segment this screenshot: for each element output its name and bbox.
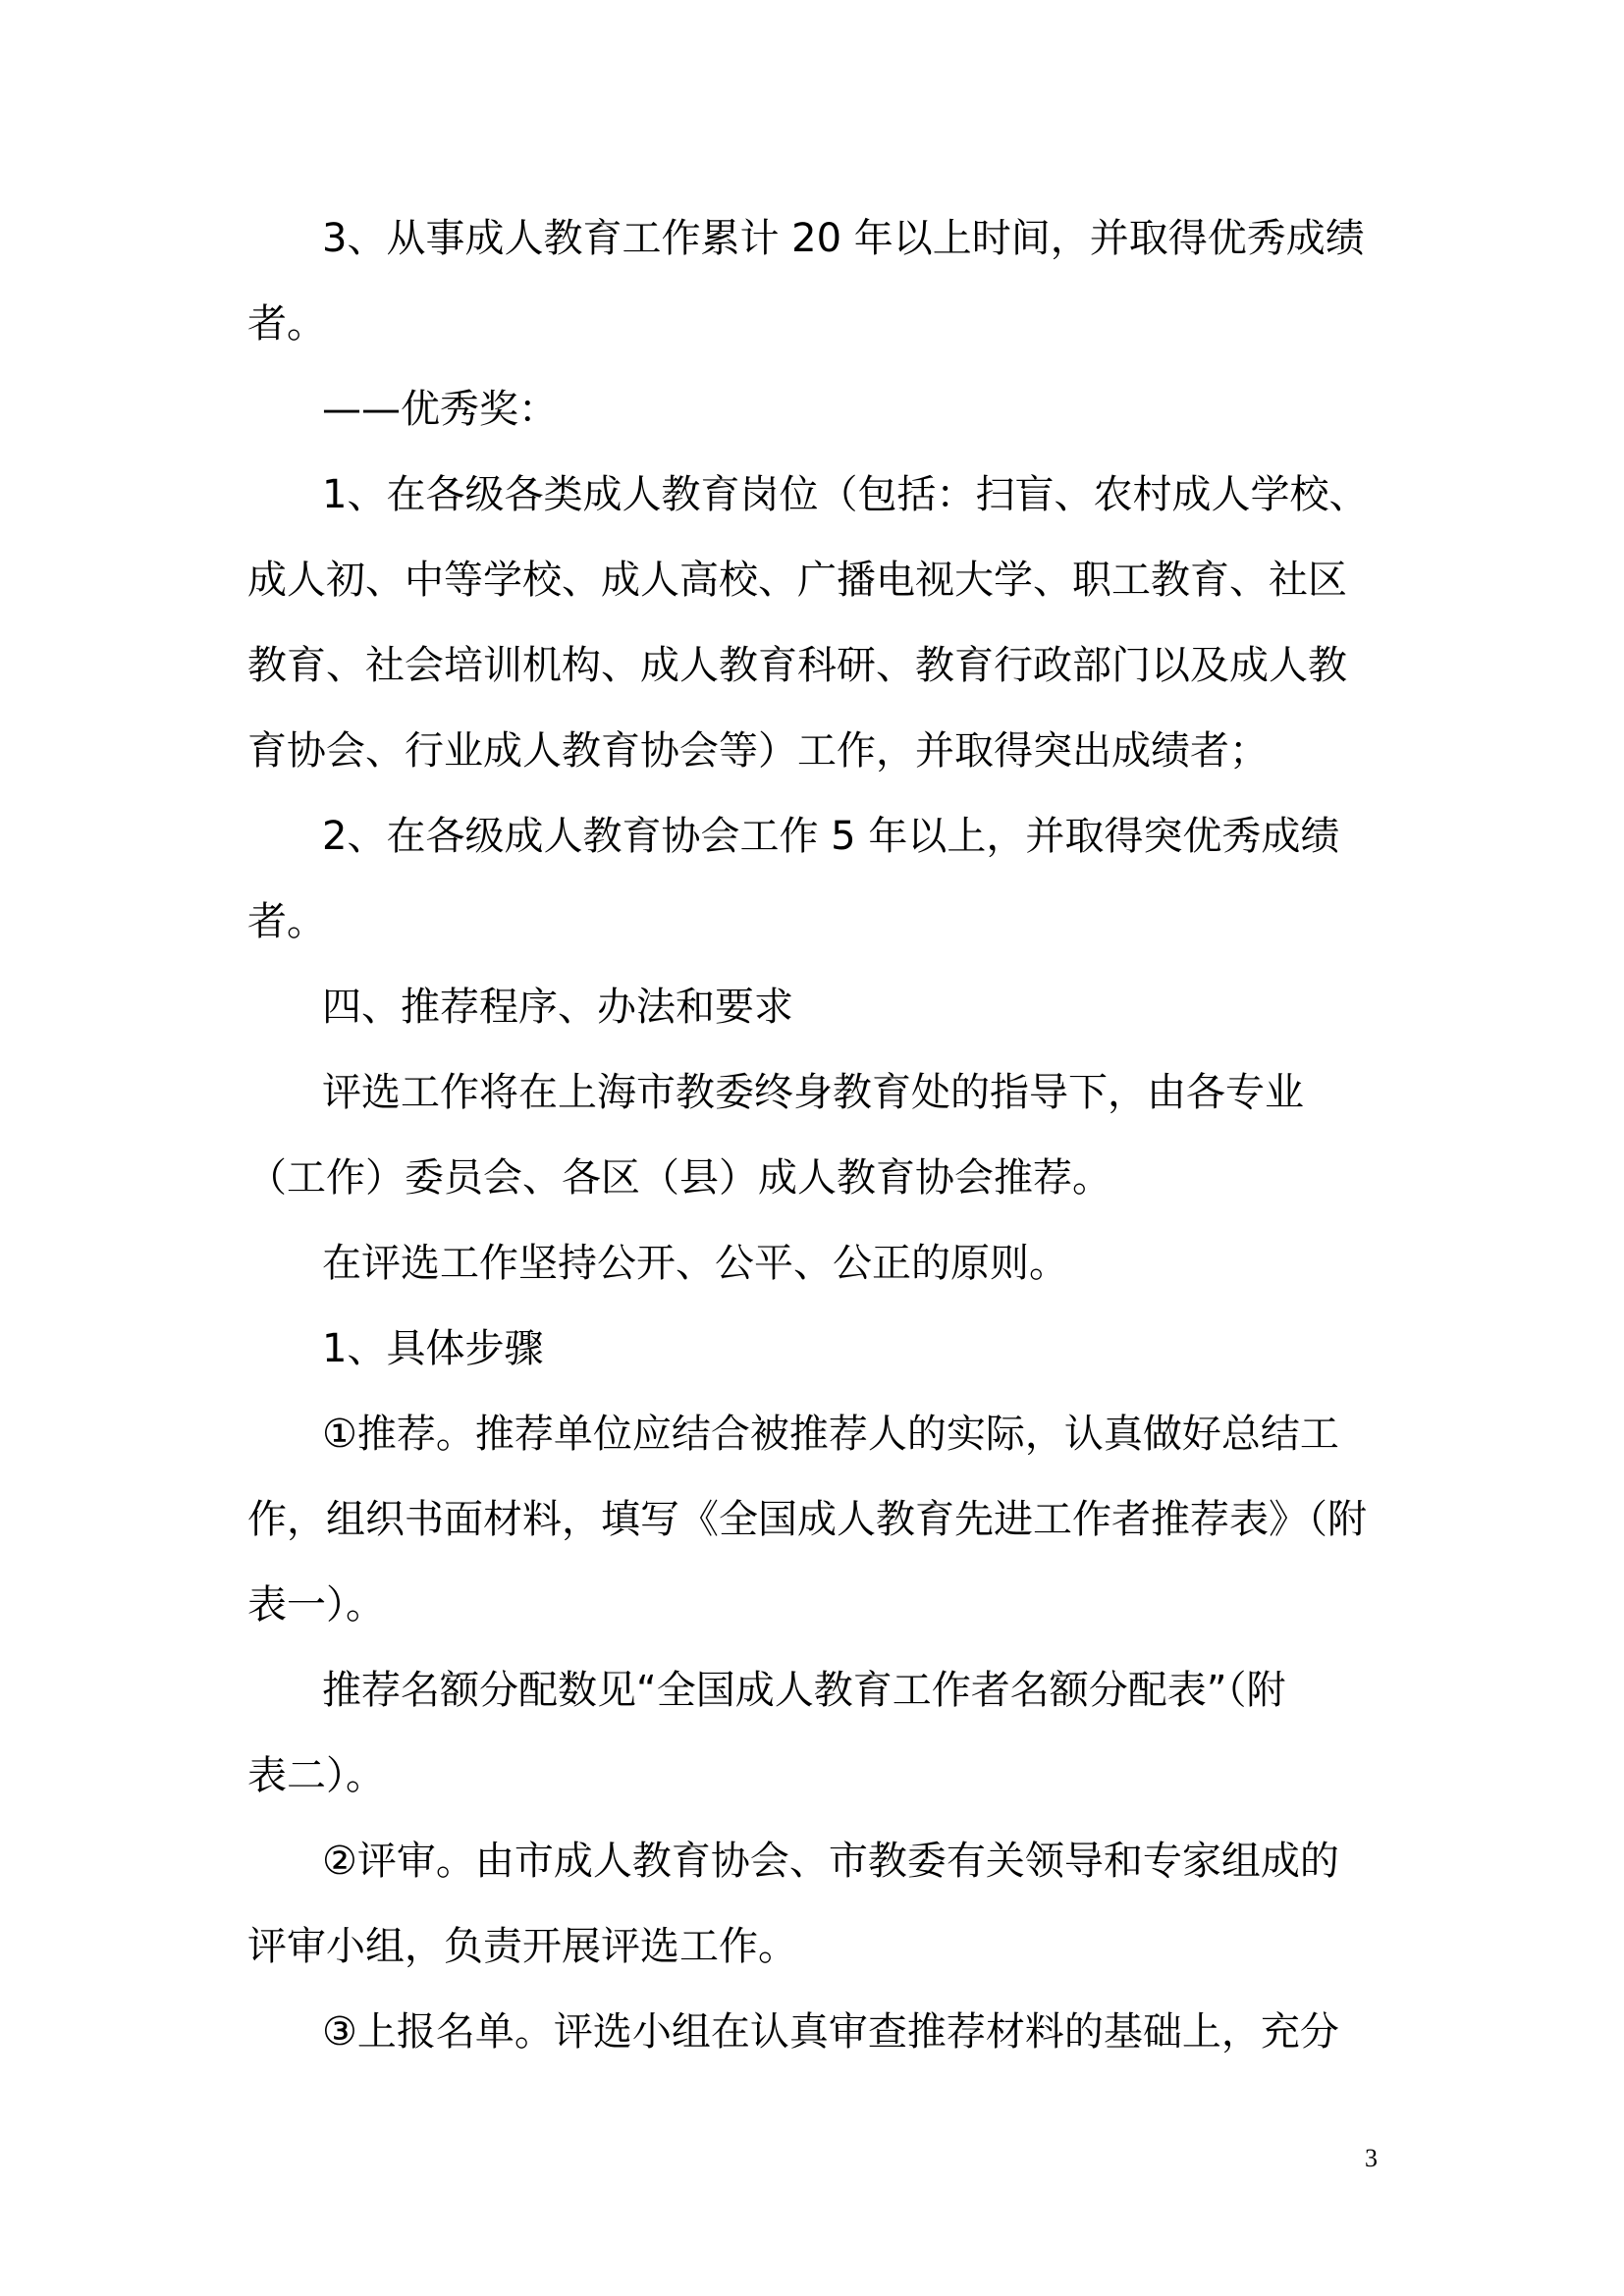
text-line: ②评审。由市成人教育协会、市教委有关领导和专家组成的	[322, 1839, 1339, 1884]
text-line: （工作）委员会、各区（县）成人教育协会推荐。	[247, 1155, 1111, 1201]
text-line: 育协会、行业成人教育协会等）工作，并取得突出成绩者；	[247, 728, 1269, 774]
section-heading: 四、推荐程序、办法和要求	[322, 985, 793, 1030]
text-line: 2、在各级成人教育协会工作 5 年以上，并取得突优秀成绩	[322, 814, 1340, 859]
text-line: ①推荐。推荐单位应结合被推荐人的实际，认真做好总结工	[322, 1412, 1339, 1457]
text-line: 在评选工作坚持公开、公平、公正的原则。	[322, 1241, 1068, 1286]
page-number: 3	[1365, 2144, 1378, 2172]
section-heading: ——优秀奖：	[322, 387, 558, 432]
text-line: 者。	[247, 899, 326, 944]
text-line: 者。	[247, 301, 326, 347]
section-heading: 1、具体步骤	[322, 1326, 544, 1371]
text-line: 作，组织书面材料，填写《全国成人教育先进工作者推荐表》（附	[247, 1497, 1367, 1542]
text-line: 表一）。	[247, 1582, 385, 1628]
text-line: 表二）。	[247, 1753, 385, 1798]
text-line: 评审小组，负责开展评选工作。	[247, 1924, 797, 1969]
text-line: 评选工作将在上海市教委终身教育处的指导下，由各专业	[322, 1070, 1304, 1115]
text-line: 推荐名额分配数见“全国成人教育工作者名额分配表”（附	[322, 1668, 1286, 1713]
text-line: 教育、社会培训机构、成人教育科研、教育行政部门以及成人教	[247, 643, 1347, 688]
text-line: ③上报名单。评选小组在认真审查推荐材料的基础上，充分	[322, 2009, 1339, 2055]
text-line: 3、从事成人教育工作累计 20 年以上时间，并取得优秀成绩	[322, 216, 1365, 261]
text-line: 1、在各级各类成人教育岗位（包括：扫盲、农村成人学校、	[322, 472, 1369, 517]
text-line: 成人初、中等学校、成人高校、广播电视大学、职工教育、社区	[247, 558, 1347, 603]
